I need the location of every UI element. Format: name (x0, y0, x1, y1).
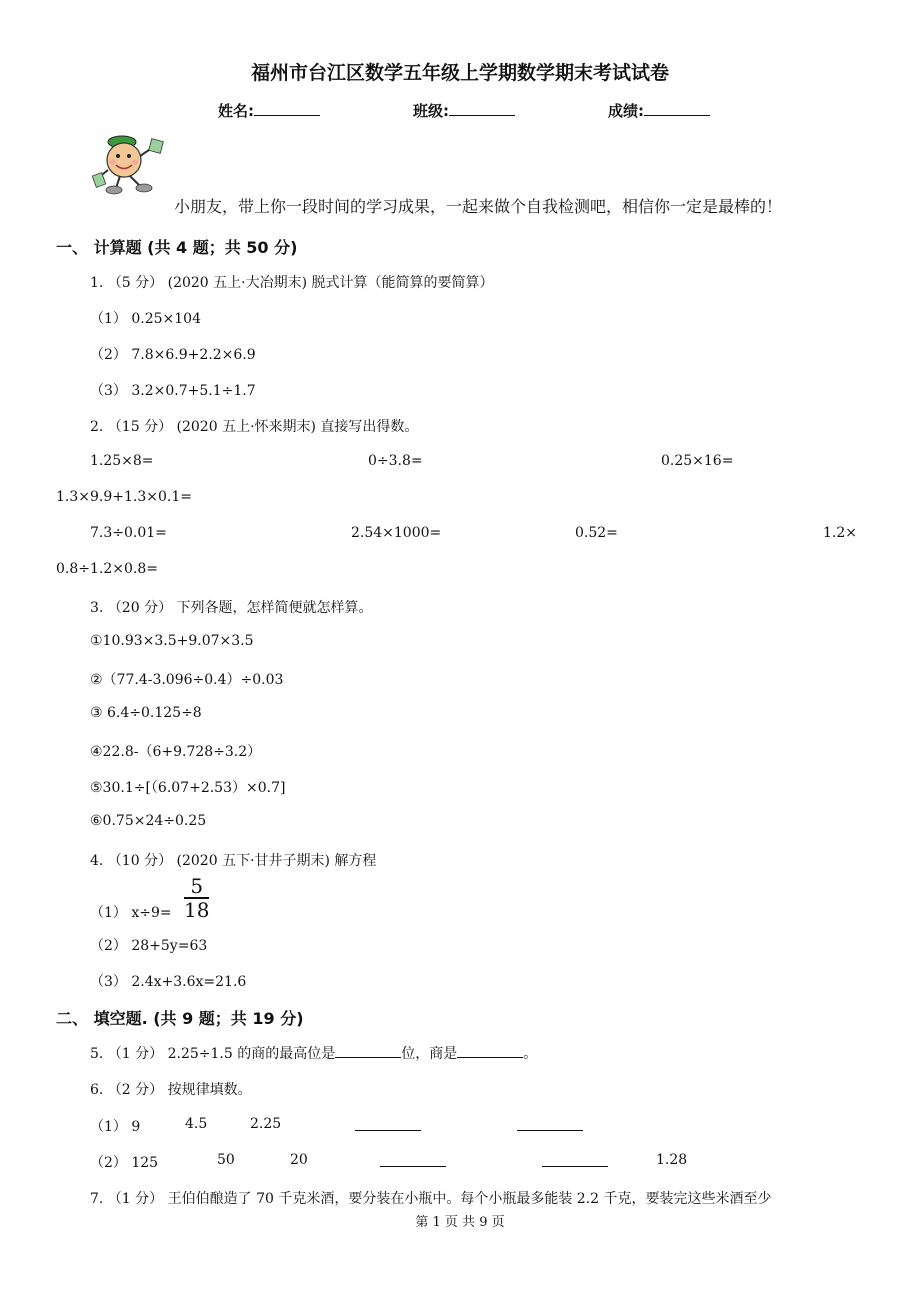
score-blank (644, 101, 710, 116)
q6-head: 6. （2 分） 按规律填数。 (90, 1082, 252, 1098)
q5-text-b: 位，商是 (401, 1046, 458, 1062)
q4-item-3: （3） 2.4x+3.6x=21.6 (90, 974, 247, 990)
q2-expr: 0÷3.8= (368, 453, 423, 469)
q2-expr: 0.52= (575, 525, 618, 541)
answer-blank (542, 1154, 608, 1167)
fraction (184, 876, 209, 920)
section1-title: 一、 计算题 (共 4 题；共 50 分) (56, 238, 298, 257)
q2-expr: 7.3÷0.01= (90, 525, 167, 541)
q5-text-a: 5. （1 分） 2.25÷1.5 的商的最高位是 (90, 1046, 336, 1062)
class-blank (449, 101, 515, 116)
q4-head: 4. （10 分） (2020 五下·甘井子期末) 解方程 (90, 853, 377, 869)
q3-item-6: ⑥0.75×24÷0.25 (90, 813, 207, 829)
q5-text-c: 。 (523, 1046, 538, 1062)
answer-blank (355, 1118, 421, 1131)
name-field (218, 100, 320, 121)
q1-head: 1. （5 分） (2020 五上·大冶期末) 脱式计算（能简算的要简算） (90, 275, 494, 291)
name-blank (254, 101, 320, 116)
q1-item-2: （2） 7.8×6.9+2.2×6.9 (90, 347, 256, 363)
q4-item-2: （2） 28+5y=63 (90, 938, 208, 954)
q3-item-5: ⑤30.1÷[（6.07+2.53）×0.7] (90, 780, 286, 796)
encouragement-text: 小朋友，带上你一段时间的学习成果，一起来做个自我检测吧，相信你一定是最棒的！ (174, 197, 783, 216)
page-footer: 第 1 页 共 9 页 (415, 1215, 505, 1230)
answer-blank (335, 1045, 401, 1058)
class-field (413, 100, 515, 121)
page-title: 福州市台江区数学五年级上学期数学期末考试试卷 (250, 62, 669, 84)
q5 (90, 1043, 537, 1063)
fraction-denominator: 18 (184, 898, 210, 922)
q2-expr: 2.54×1000= (351, 525, 442, 541)
q6-row1-val: 2.25 (250, 1116, 282, 1132)
q2-expr: 1.25×8= (90, 453, 154, 469)
fraction-numerator: 5 (190, 874, 204, 898)
score-label: 成绩: (608, 102, 644, 120)
class-label: 班级: (413, 102, 449, 120)
q3-item-2: ②（77.4-3.096÷0.4）÷0.03 (90, 672, 284, 688)
q3-item-1: ①10.93×3.5+9.07×3.5 (90, 633, 254, 649)
q2-expr: 1.3×9.9+1.3×0.1= (56, 489, 192, 505)
q6-row2-val: （2） 125 (90, 1155, 159, 1171)
q3-head: 3. （20 分） 下列各题，怎样简便就怎样算。 (90, 600, 373, 616)
q1-item-1: （1） 0.25×104 (90, 311, 201, 327)
q7-text: 7. （1 分） 王伯伯酿造了 70 千克米酒，要分装在小瓶中。每个小瓶最多能装 2.2 千克，要装完这些米酒至少 (90, 1191, 772, 1207)
q6-row1-val: （1） 9 (90, 1119, 141, 1135)
q6-row1-val: 4.5 (185, 1116, 208, 1132)
q1-item-3: （3） 3.2×0.7+5.1÷1.7 (90, 383, 256, 399)
q3-item-3: ③ 6.4÷0.125÷8 (90, 705, 202, 721)
q6-row2-val: 20 (290, 1152, 308, 1168)
q2-expr: 0.8÷1.2×0.8= (56, 561, 158, 577)
answer-blank (457, 1045, 523, 1058)
q2-expr: 1.2× (823, 525, 857, 541)
q2-expr: 0.25×16= (661, 453, 734, 469)
q4-item-1: （1） x÷9= (90, 905, 172, 921)
name-label: 姓名: (218, 102, 254, 120)
section2-title: 二、 填空题. (共 9 题；共 19 分) (56, 1009, 304, 1028)
answer-blank (380, 1154, 446, 1167)
q6-row2-val: 1.28 (656, 1152, 688, 1168)
q3-item-4: ④22.8-（6+9.728÷3.2） (90, 744, 262, 760)
q2-head: 2. （15 分） (2020 五上·怀来期末) 直接写出得数。 (90, 419, 419, 435)
q6-row2-val: 50 (217, 1152, 235, 1168)
answer-blank (517, 1118, 583, 1131)
cartoon-mascot-icon (92, 130, 168, 196)
score-field (608, 100, 710, 121)
